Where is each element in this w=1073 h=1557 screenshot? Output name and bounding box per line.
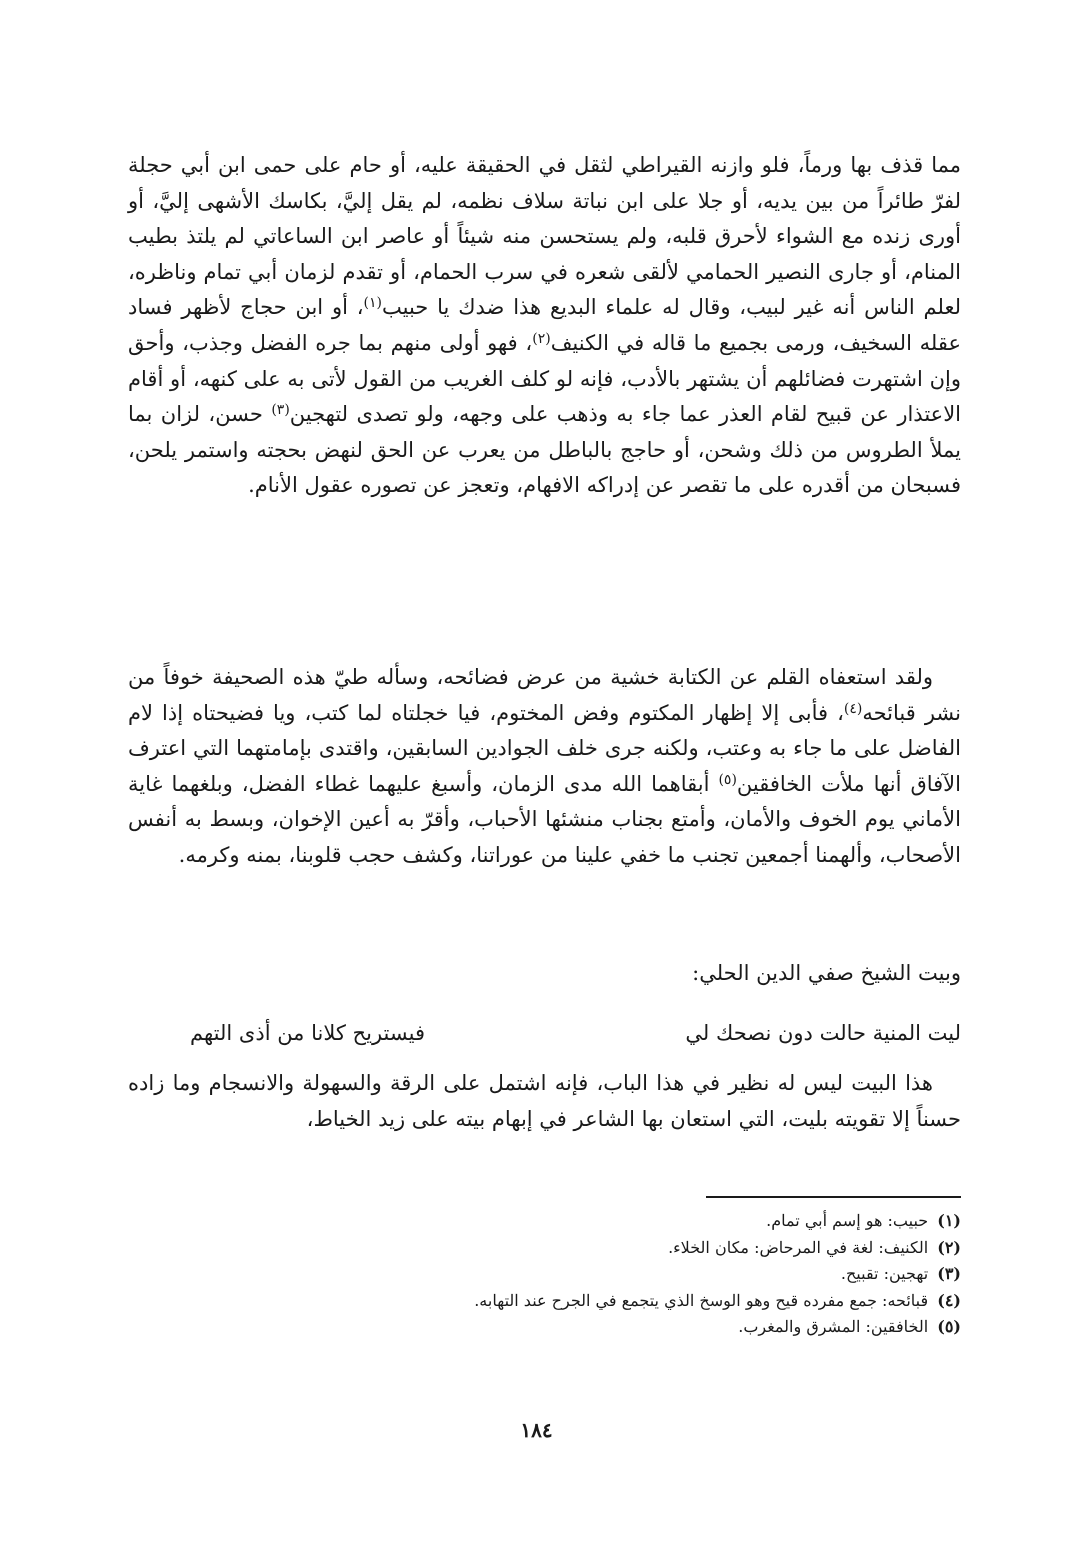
verse-intro: وبيت الشيخ صفي الدين الحلي: <box>692 961 961 985</box>
footnote-item <box>128 1235 961 1262</box>
paragraph-text: أبقاهما الله مدى الزمان، وأسبغ عليهما غطاء الفضل، وبلغهما غاية الأماني يوم الخوف والأمان، وأمتع بجناب منشئها الأحباب، وأقرّ به أعين الإخوان، وبسط به أنفس الأصحاب، وألهمنا أجمعين تجنب ما خفي علينا من عوراتنا، وكشف حجب قلوبنا، بمنه وكرمه. <box>128 771 961 867</box>
paragraph-text: ولقد استعفاه القلم عن الكتابة خشية من عرض فضائحه، وسأله طيّ هذه الصحيفة خوفاً من نشر قبائحه <box>128 665 961 725</box>
paragraph-text: حسن، لزان بما يملأ الطروس من ذلك وشحن، أو حاجج بالباطل من يعرب عن الحق لنهض بحجته واستمر يلحن، فسبحان من أقدره على ما تقصر عن إدراكه الافهام، وتعجز عن تصوره عقول الأنام. <box>128 402 961 498</box>
body-paragraph <box>128 148 961 504</box>
footnotes-section <box>128 1208 961 1341</box>
paragraph-text: هذا البيت ليس له نظير في هذا الباب، فإنه اشتمل على الرقة والسهولة والانسجام وما زاده حسناً إلا تقويته بليت، التي استعان بها الشاعر في إبهام بيته على زيد الخياط، <box>128 1071 961 1131</box>
footnote-item <box>128 1208 961 1235</box>
footnote-item <box>128 1288 961 1315</box>
paragraph-text: ، فأبى إلا إظهار المكتوم وفض المختوم، فيا خجلتاه لما كتب، ويا فضيحتاه إذا لام الفاضل على ما جاء به وعتب، ولكنه جرى خلف الجوادين السابقين، واقتدى بإمامتهما التي اعترف الآفاق أنها ملأت الخافقين <box>128 700 961 796</box>
footnote-marker: (٥) <box>718 771 737 788</box>
body-paragraph <box>128 660 961 874</box>
footnote-text: الخافقين: المشرق والمغرب. <box>738 1317 929 1336</box>
footnote-separator <box>706 1196 961 1198</box>
poem-verse <box>190 1013 961 1053</box>
footnote-number: (٢) <box>937 1237 961 1257</box>
paragraph-text: ، فهو أولى منهم بما جره الفضل وجذب، وأحق وإن اشتهرت فضائلهم أن يشتهر بالأدب، فإنه لو كلف الغريب من القول لأتى به على كنهه، أو أقام الاعتذار عن قبيح لقام العذر عما جاء به وذهب على وجهه، ولو تصدى لتهجين <box>128 330 962 427</box>
body-paragraph <box>128 1066 961 1137</box>
footnote-marker: (٢) <box>532 330 551 347</box>
footnote-text: تهجين: تقبيح. <box>840 1264 929 1283</box>
footnote-number: (٥) <box>937 1317 961 1336</box>
footnote-number: (٣) <box>937 1264 961 1283</box>
footnote-marker: (٣) <box>271 402 290 419</box>
footnote-item <box>128 1314 961 1341</box>
paragraph-text: ، أو ابن حجاج لأظهر فساد عقله السخيف، ورمى بجميع ما قاله في الكنيف <box>128 295 961 355</box>
footnote-item <box>128 1261 961 1288</box>
footnote-marker: (١) <box>363 295 383 312</box>
footnote-text: حبيب: هو إسم أبي تمام. <box>766 1211 929 1230</box>
verse-first-hemistich: ليت المنية حالت دون نصحك لي <box>685 1021 961 1045</box>
page-number: ١٨٤ <box>520 1418 553 1442</box>
footnote-number: (٤) <box>937 1290 961 1310</box>
footnote-number: (١) <box>937 1211 961 1230</box>
paragraph-text: مما قذف بها ورماً، فلو وازنه القيراطي لثقل في الحقيقة عليه، أو حام على حمى ابن أبي حجلة لفرّ طائراً من بين يديه، أو جلا على ابن نباتة سلاف نظمه، لم يقل إليَّ، بكاسك الأشهى إليَّ، أو أورى زنده مع الشواء لأحرق قلبه، ولم يستحسن منه شيئاً أو عاصر ابن الساعاتي لم يلتذ بطيب المنام، أو جارى النصير الحمامي لألقى شعره في سرب الحمام، أو تقدم لزمان أبي تمام وناظره، لعلم الناس أنه غير لبيب، وقال له علماء البديع هذا ضدك يا حبيب <box>128 153 961 320</box>
footnote-text: قبائحه: جمع مفرده قيح وهو الوسخ الذي يتجمع في الجرح عند التهابه. <box>474 1290 929 1310</box>
verse-second-hemistich: فيستريح كلانا من أذى التهم <box>190 1021 425 1045</box>
footnote-text: الكنيف: لغة في المرحاض: مكان الخلاء. <box>668 1237 929 1257</box>
footnote-marker: (٤) <box>843 700 863 717</box>
